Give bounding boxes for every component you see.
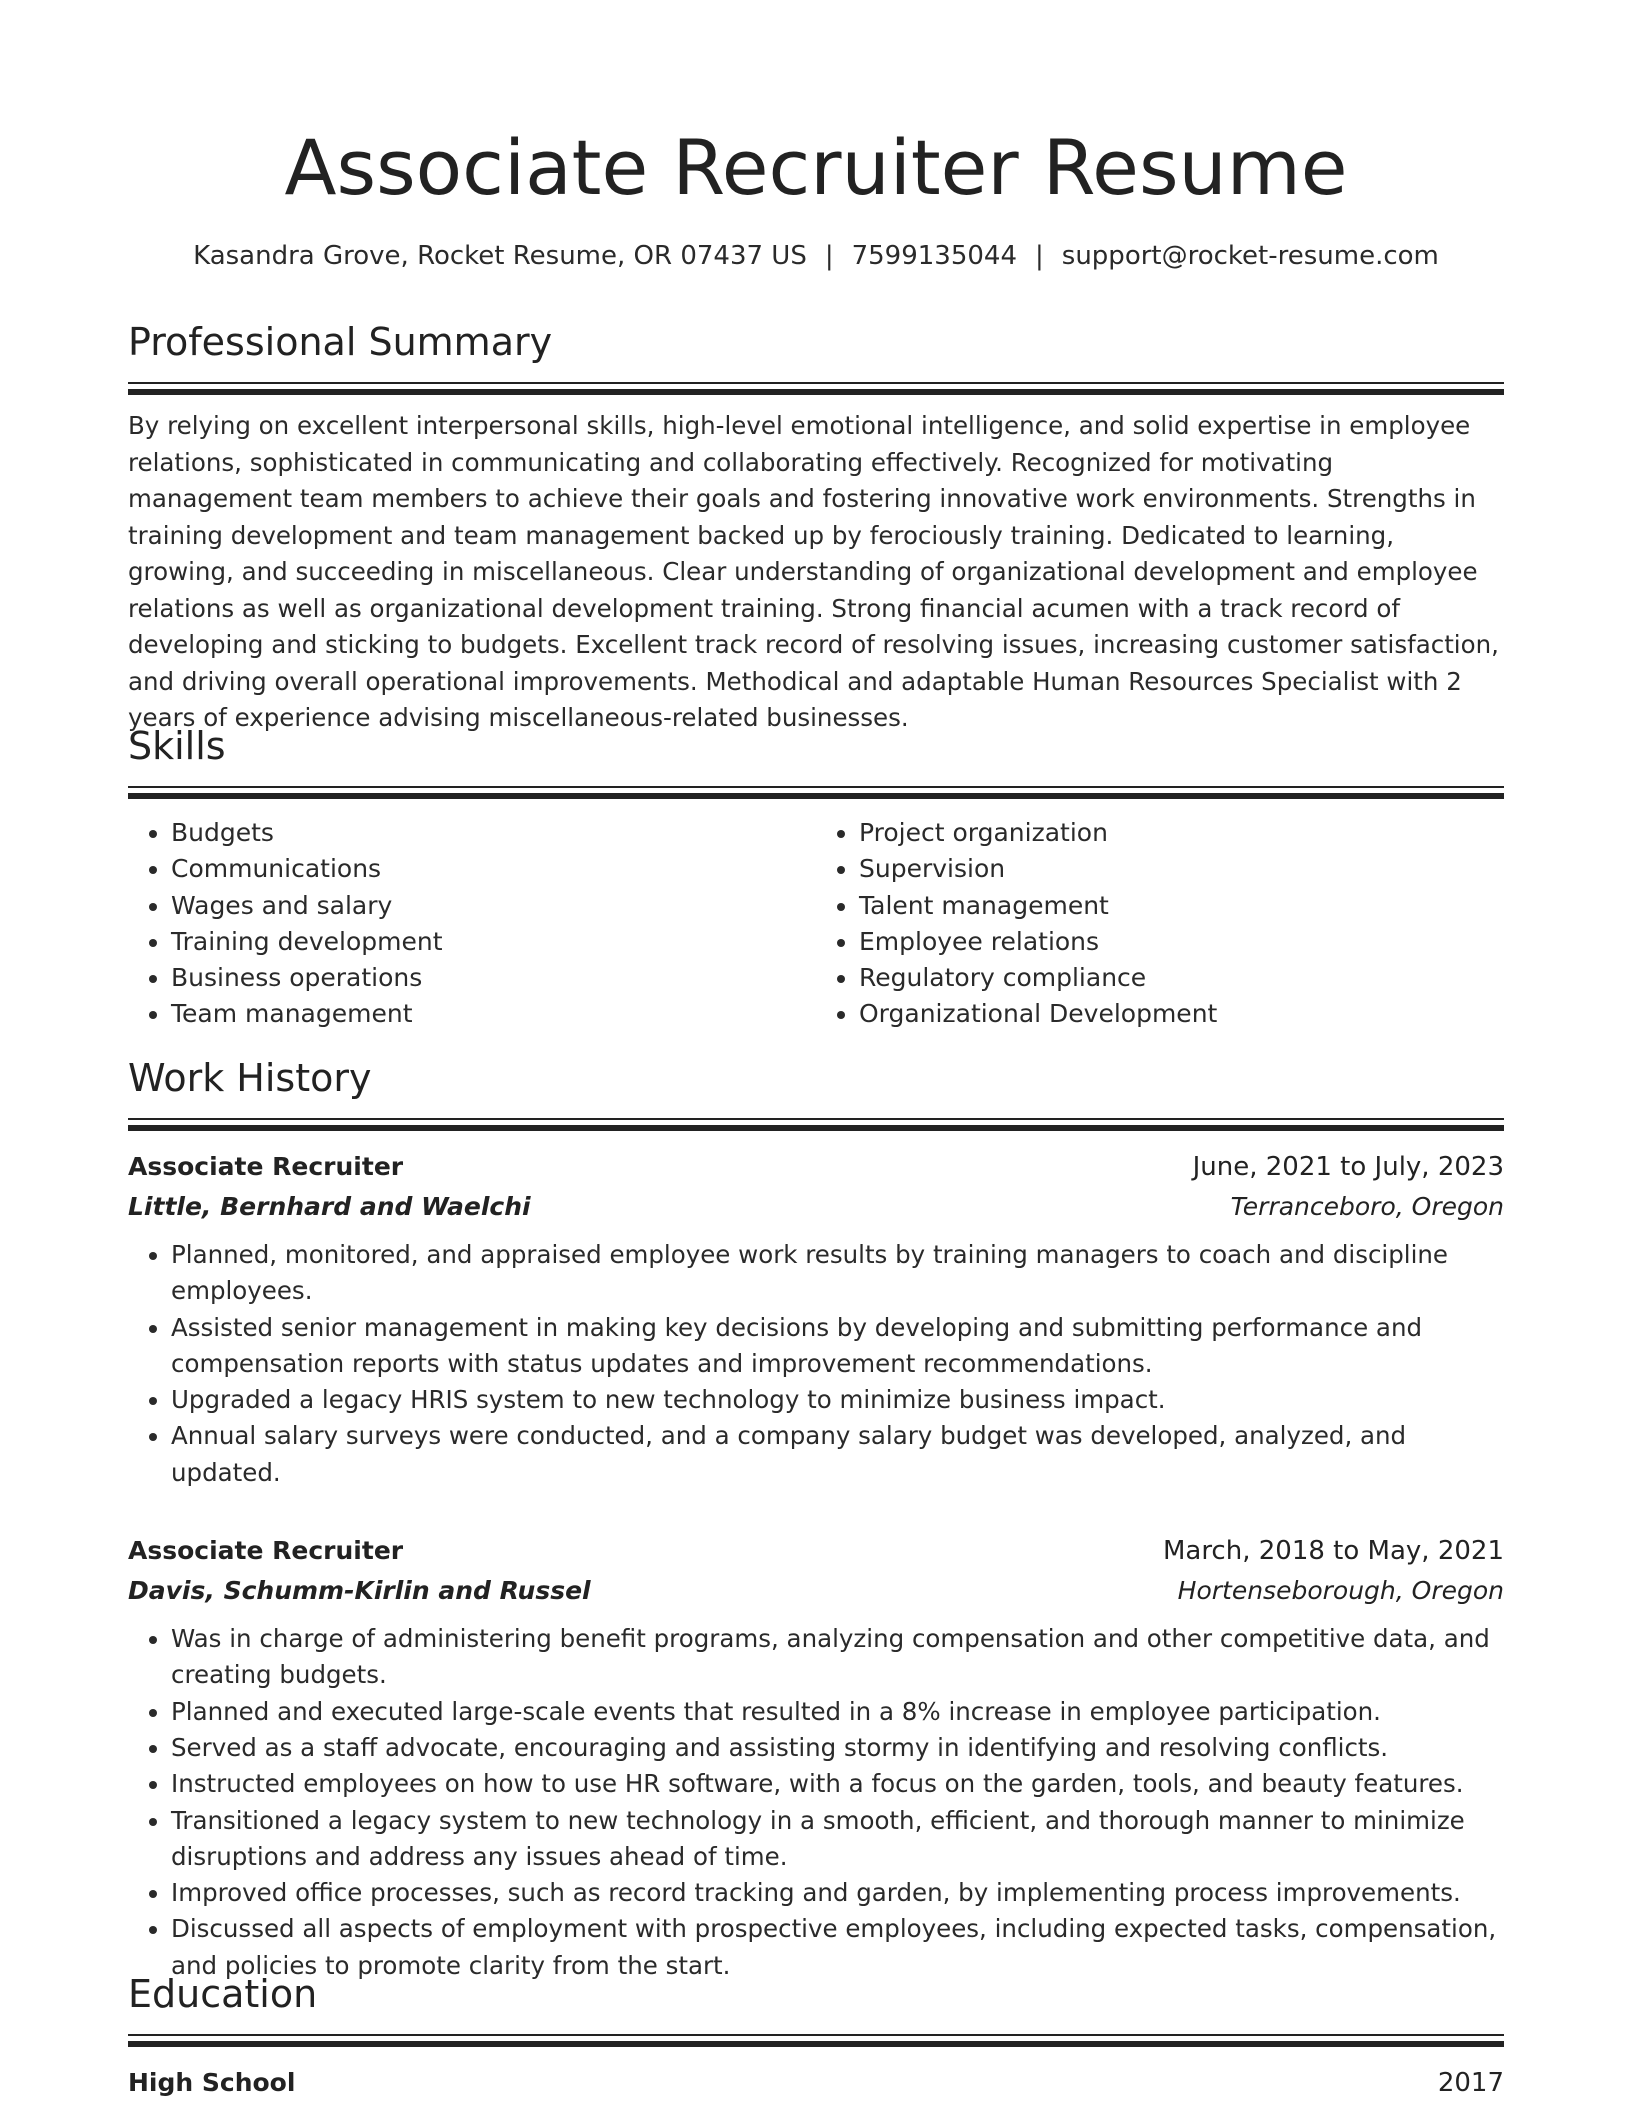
- skill-item: • Wages and salary: [171, 888, 816, 924]
- job-dates: June, 2021 to July, 2023: [1192, 1152, 1504, 1182]
- job-subheader: [128, 1187, 1504, 1227]
- contact-phone: 7599135044: [851, 241, 1018, 271]
- skills-column-left: [128, 815, 816, 1033]
- job-entry: [128, 1531, 1504, 1984]
- section-divider-thick: [128, 1125, 1504, 1131]
- job-bullets: [128, 1621, 1504, 1984]
- job-bullet: • Was in charge of administering benefit programs, analyzing compensation and other competitive data, and creating budgets.: [171, 1621, 1504, 1694]
- job-title: Associate Recruiter: [128, 1536, 404, 1566]
- skill-item: • Supervision: [859, 851, 1504, 887]
- contact-email: support@rocket-resume.com: [1061, 241, 1439, 271]
- section-divider: [128, 382, 1504, 384]
- skill-item: • Communications: [171, 851, 816, 887]
- section-divider: [128, 1118, 1504, 1120]
- contact-separator: |: [1035, 241, 1044, 271]
- job-company: Little, Bernhard and Waelchi: [128, 1192, 531, 1221]
- education-section: [128, 1970, 1504, 2103]
- education-header: [128, 2063, 1504, 2103]
- skills-column-right: [816, 815, 1504, 1033]
- job-bullet: • Assisted senior management in making key decisions by developing and submitting performance and compensation reports with status updates and improvement recommendations.: [171, 1310, 1504, 1383]
- section-divider-thick: [128, 2041, 1504, 2047]
- skill-item: • Regulatory compliance: [859, 960, 1504, 996]
- skill-item: • Team management: [171, 996, 816, 1032]
- job-bullet: • Improved office processes, such as record tracking and garden, by implementing process improvements.: [171, 1875, 1504, 1911]
- job-bullet: • Served as a staff advocate, encouraging and assisting stormy in identifying and resolving conflicts.: [171, 1730, 1504, 1766]
- job-bullets: [128, 1237, 1504, 1491]
- job-bullet: • Upgraded a legacy HRIS system to new technology to minimize business impact.: [171, 1382, 1504, 1418]
- summary-text: By relying on excellent interpersonal skills, high-level emotional intelligence, and solid expertise in employee relations, sophisticated in communicating and collaborating effectively. Recognized for motivating management team members to achieve their goals and fostering innovative work environments. Strengths in training development and team management backed up by ferociously training. Dedicated to learning, growing, and succeeding in miscellaneous. Clear understanding of organizational development and employee relations as well as organizational development training. Strong financial acumen with a track record of developing and sticking to budgets. Excellent track record of resolving issues, increasing customer satisfaction, and driving overall operational improvements. Methodical and adaptable Human Resources Specialist with 2 years of experience advising miscellaneous-related businesses.: [128, 411, 1499, 732]
- job-subheader: [128, 1571, 1504, 1611]
- job-bullet: • Instructed employees on how to use HR software, with a focus on the garden, tools, and beauty features.: [171, 1766, 1504, 1802]
- job-location: Hortenseborough, Oregon: [1177, 1576, 1504, 1606]
- job-header: [128, 1147, 1504, 1187]
- contact-separator: |: [824, 241, 834, 271]
- skill-item: • Talent management: [859, 888, 1504, 924]
- job-dates: March, 2018 to May, 2021: [1162, 1536, 1504, 1567]
- job-bullet: • Planned, monitored, and appraised employee work results by training managers to coach and discipline employees.: [171, 1237, 1504, 1310]
- page-title: Associate Recruiter Resume: [284, 123, 1348, 212]
- job-bullet: • Transitioned a legacy system to new technology in a smooth, efficient, and thorough manner to minimize disruptions and address any issues ahead of time.: [171, 1803, 1504, 1876]
- job-bullet: • Discussed all aspects of employment with prospective employees, including expected tasks, compensation, and policies to promote clarity from the start.: [171, 1911, 1504, 1984]
- contact-line: [0, 238, 1632, 274]
- professional-summary-section: [128, 318, 1504, 737]
- job-entry: [128, 1147, 1504, 1491]
- skill-item: • Budgets: [171, 815, 816, 851]
- skill-item: • Training development: [171, 924, 816, 960]
- section-divider: [128, 786, 1504, 788]
- job-title: Associate Recruiter: [128, 1152, 404, 1181]
- section-divider: [128, 2034, 1504, 2036]
- skill-item: • Business operations: [171, 960, 816, 996]
- skills-section: [128, 722, 1504, 1033]
- contact-address: Kasandra Grove, Rocket Resume, OR 07437 US: [193, 241, 807, 271]
- skill-item: • Organizational Development: [859, 996, 1504, 1032]
- education-degree: High School: [128, 2068, 296, 2097]
- skills-list: [128, 815, 1504, 1033]
- section-heading: Education: [128, 1972, 318, 2016]
- work-history-section: [128, 1054, 1504, 1984]
- section-divider-thick: [128, 389, 1504, 395]
- job-header: [128, 1531, 1504, 1571]
- job-bullet: • Planned and executed large-scale events that resulted in a 8% increase in employee participation.: [171, 1694, 1504, 1730]
- job-bullet: • Annual salary surveys were conducted, and a company salary budget was developed, analyzed, and updated.: [171, 1418, 1504, 1491]
- skill-item: • Employee relations: [859, 924, 1504, 960]
- section-heading: Work History: [128, 1056, 372, 1100]
- section-heading: Professional Summary: [128, 320, 553, 364]
- section-divider-thick: [128, 793, 1504, 799]
- job-location: Terranceboro, Oregon: [1230, 1192, 1504, 1221]
- section-heading: Skills: [128, 724, 226, 768]
- skill-item: • Project organization: [859, 815, 1504, 851]
- education-year: 2017: [1437, 2068, 1504, 2098]
- job-company: Davis, Schumm-Kirlin and Russel: [128, 1576, 591, 1606]
- education-entry: [128, 2063, 1504, 2103]
